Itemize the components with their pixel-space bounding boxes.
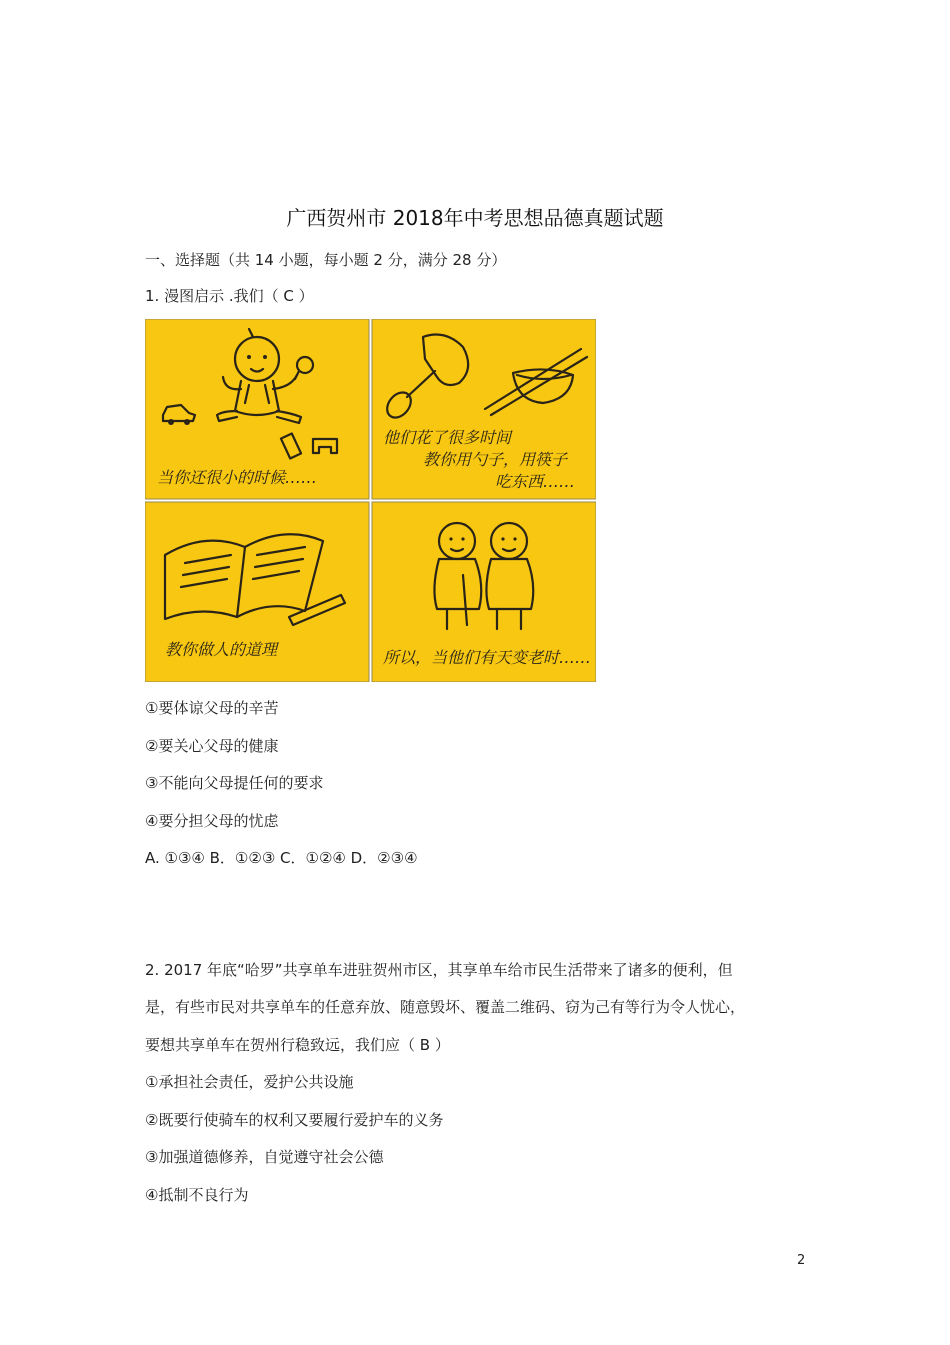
comic-panel-3 [145, 502, 369, 682]
q1-choices: A. ①③④ B．①②③ C．①②④ D．②③④ [145, 849, 418, 867]
q2-option-1: ①承担社会责任，爱护公共设施 [145, 1073, 354, 1091]
q1-option-1: ①要体谅父母的辛苦 [145, 699, 279, 717]
page-title: 广西贺州市 2018年中考思想品德真题试题 [286, 206, 664, 230]
q2-option-3: ③加强道德修养，自觉遵守社会公德 [145, 1148, 384, 1166]
q2-option-2: ②既要行使骑车的权利又要履行爱护车的义务 [145, 1111, 444, 1129]
q2-option-4: ④抵制不良行为 [145, 1186, 249, 1204]
question-2-stem-line-2: 是，有些市民对共享单车的任意弃放、随意毁坏、覆盖二维码、窃为己有等行为令人忧心， [145, 998, 746, 1016]
q1-option-2: ②要关心父母的健康 [145, 737, 279, 755]
comic-caption-3: 教你用勺子，用筷子 [423, 450, 568, 469]
question-1-stem: 1. 漫图启示 .我们（ C ） [145, 287, 314, 305]
comic-panel-4 [372, 502, 596, 682]
comic-caption-5: 教你做人的道理 [165, 640, 278, 659]
comic-caption-6: 所以，当他们有天变老时…… [383, 648, 592, 667]
section-heading: 一、选择题（共 14 小题，每小题 2 分，满分 28 分） [145, 251, 507, 269]
comic-panel-1 [145, 319, 369, 499]
question-2-stem-line-3: 要想共享单车在贺州行稳致远，我们应（ B ） [145, 1036, 450, 1054]
comic-panel-2 [372, 319, 596, 499]
question-2-stem-line-1: 2. 2017 年底“哈罗”共享单车进驻贺州市区，其享单车给市民生活带来了诸多的便利，但 [145, 961, 733, 979]
comic-caption-1: 当你还很小的时候…… [157, 468, 318, 487]
q1-option-4: ④要分担父母的忧虑 [145, 812, 279, 830]
q1-option-3: ③不能向父母提任何的要求 [145, 774, 324, 792]
page-number: 2 [797, 1253, 806, 1268]
comic-strip [145, 319, 596, 682]
comic-caption-4: 吃东西…… [495, 472, 576, 491]
comic-caption-2: 他们花了很多时间 [383, 428, 512, 447]
